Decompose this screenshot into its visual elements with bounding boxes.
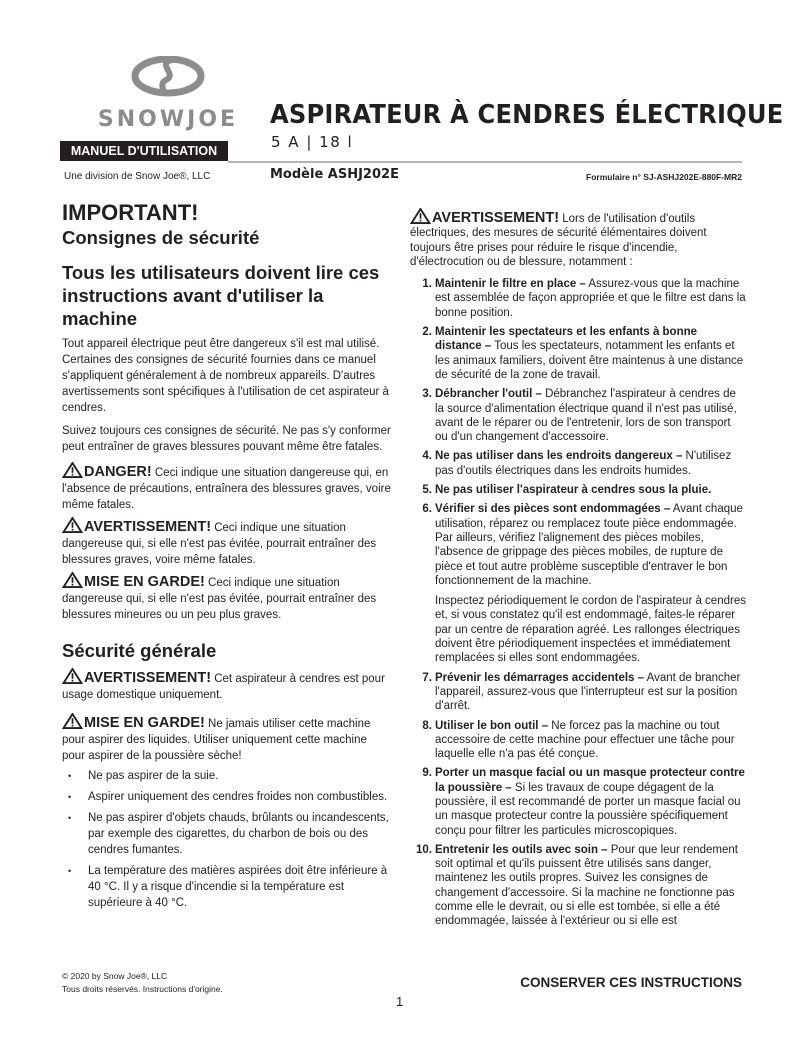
list-item: 2. Maintenir les spectateurs et les enfants à bonne distance – Tous les spectateurs, notamment les enfants et les animaux familiers, doivent être maintenus à une distance de sécurité de la zone de travail. <box>422 326 744 381</box>
model-number: Modèle ASHJ202E <box>270 167 399 182</box>
warning-icon <box>62 713 83 729</box>
list-item: 7. Prévenir les démarrages accidentels – Avant de brancher l'appareil, assurez-vous que l'interrupteur est sur la position d'arrêt. <box>422 671 741 713</box>
caution-notice: MISE EN GARDE! Ceci indique une situation dangereuse qui, si elle n'est pas évitée, pourrait entraîner des blessures mineures ou un peu plus graves. <box>62 574 377 621</box>
warning-icon <box>62 517 83 533</box>
snowjoe-logo <box>96 56 240 132</box>
list-item: 6. Vérifier si des pièces sont endommagées – Avant chaque utilisation, réparez ou remplacez toute pièce endommagée. Par ailleurs, vérifiez l'alignement des pièces mobiles, l'absence de grippage des pièces mobiles, de rupture de pièce et tout autre problème susceptible d'entraver le bon fonctionnement de la machine. Inspectez périodiquement le cordon de l'aspirateur à cendres et, si vous constatez qu'il est endommagé, faites-le réparer par un centre de réparation agréé. Les rallonges électriques doivent être périodiquement inspectées et immédiatement remplacées si elles sont endommagées. <box>422 503 746 665</box>
page-number: 1 <box>396 994 404 1009</box>
warning-notice: AVERTISSEMENT! Ceci indique une situation dangereuse qui, si elle n'est pas évitée, pourrait entraîner des blessures graves, voire même fatales. <box>62 519 377 566</box>
list-item: 1. Maintenir le filtre en place – Assurez-vous que la machine est assemblée de façon appropriée et que le filtre est dans la bonne position. <box>422 278 746 319</box>
header-divider <box>228 161 742 163</box>
manual-label: MANUEL D'UTILISATION <box>60 141 228 161</box>
product-specs: 5 A | 18 l <box>271 133 354 151</box>
warning-icon <box>410 208 431 224</box>
list-item: 5. Ne pas utiliser l'aspirateur à cendres sous la pluie. <box>422 484 712 497</box>
intro-paragraph: Tout appareil électrique peut être dangereux s'il est mal utilisé. Certaines des consignes de sécurité fournies dans ce manuel s'appliquent généralement à de nombreux appareils. D'autres avertissements sont spécifiques à l'utilisation de cet aspirateur à cendres. <box>62 338 389 414</box>
safety-subheading: Consignes de sécurité <box>62 227 260 248</box>
power-tool-warning: AVERTISSEMENT! Lors de l'utilisation d'outils électriques, des mesures de sécurité élémentaires doivent toujours être prises pour réduire le risque d'incendie, d'électrocution ou de blessure, notamment : <box>410 210 707 268</box>
copyright-notice <box>62 970 223 996</box>
domestic-use-warning: AVERTISSEMENT! Cet aspirateur à cendres est pour usage domestique uniquement. <box>62 670 385 701</box>
list-item: 10. Entretenir les outils avec soin – Pour que leur rendement soit optimal et qu'ils puissent être utilisés sans danger, maintenez les outils propres. Suivez les consignes de changement d'accessoire. Si la machine ne fonctionne pas comme elle le devrait, ou si elle est tombée, si elle a été endommagée, laissée à l'extérieur ou si elle est <box>416 843 738 928</box>
left-column <box>62 200 392 916</box>
list-item: • Ne pas aspirer d'objets chauds, brûlants ou incandescents, par exemple des cigarettes, du charbon de bois ou des cendres fumantes. <box>62 810 392 858</box>
right-column <box>410 208 746 934</box>
danger-notice: DANGER! Ceci indique une situation dangereuse qui, en l'absence de précautions, entraînera des blessures graves, voire même fatales. <box>62 464 391 511</box>
copyright-text: © 2020 by Snow Joe®, LLC <box>62 971 168 981</box>
warning-icon <box>62 572 83 588</box>
list-item: • La température des matières aspirées doit être inférieure à 40 °C. Il y a risque d'incendie si la température est supérieure à 40 °C. <box>62 863 392 911</box>
division-text: Une division de Snow Joe®, LLC <box>64 171 211 182</box>
important-heading: IMPORTANT! <box>62 200 199 225</box>
rights-text: Tous droits réservés. Instructions d'origine. <box>62 984 223 994</box>
cord-inspection-paragraph: Inspectez périodiquement le cordon de l'aspirateur à cendres et, si vous constatez qu'il est endommagé, faites-le réparer par un centre de réparation agréé. Les rallonges électriques doivent être périodiquement inspectées et immédiatement remplacées si elles sont endommagées. <box>435 595 746 665</box>
list-item: • Ne pas aspirer de la suie. <box>62 768 392 784</box>
caution-bullet-list <box>62 768 392 911</box>
keep-instructions: CONSERVER CES INSTRUCTIONS <box>520 975 742 990</box>
list-item: 4. Ne pas utiliser dans les endroits dangereux – N'utilisez pas d'outils électriques dans les endroits humides. <box>422 450 732 477</box>
list-item: • Aspirer uniquement des cendres froides non combustibles. <box>62 789 392 805</box>
list-item: 8. Utiliser le bon outil – Ne forcez pas la machine ou tout accessoire de cette machine pour effectuer une tâche pour laquelle elle n'a pas été conçue. <box>422 719 735 761</box>
svg-text:SNOWJOE: SNOWJOE <box>97 107 239 132</box>
safety-rules-list <box>415 277 746 928</box>
list-item: 3. Débrancher l'outil – Débranchez l'aspirateur à cendres de la source d'alimentation électrique quand il n'est pas utilisé, avant de le réparer ou de l'entretenir, lors de son transport ou d'un changement d'accessoire. <box>422 388 737 444</box>
form-number: Formulaire n° SJ-ASHJ202E-880F-MR2 <box>586 172 742 182</box>
liquids-caution: MISE EN GARDE! Ne jamais utiliser cette machine pour aspirer des liquides. Utiliser uniquement cette machine pour aspirer de la poussière sèche! <box>62 715 371 762</box>
intro-paragraph-2: Suivez toujours ces consignes de sécurité. Ne pas s'y conformer peut entraîner de graves blessures pouvant même être fatales. <box>62 425 391 453</box>
product-title: ASPIRATEUR À CENDRES ÉLECTRIQUE <box>270 100 784 130</box>
general-safety-heading: Sécurité générale <box>62 640 217 661</box>
list-item: 9. Porter un masque facial ou un masque protecteur contre la poussière – Si les travaux de coupe dégagent de la poussière, il est recommandé de porter un masque facial ou un masque protecteur contre la poussière spécifiquement conçu pour filtrer les particules microscopiques. <box>422 767 745 837</box>
warning-icon <box>62 668 83 684</box>
read-instructions-heading: Tous les utilisateurs doivent lire ces instructions avant d'utiliser la machine <box>62 262 380 329</box>
warning-icon <box>62 462 83 478</box>
